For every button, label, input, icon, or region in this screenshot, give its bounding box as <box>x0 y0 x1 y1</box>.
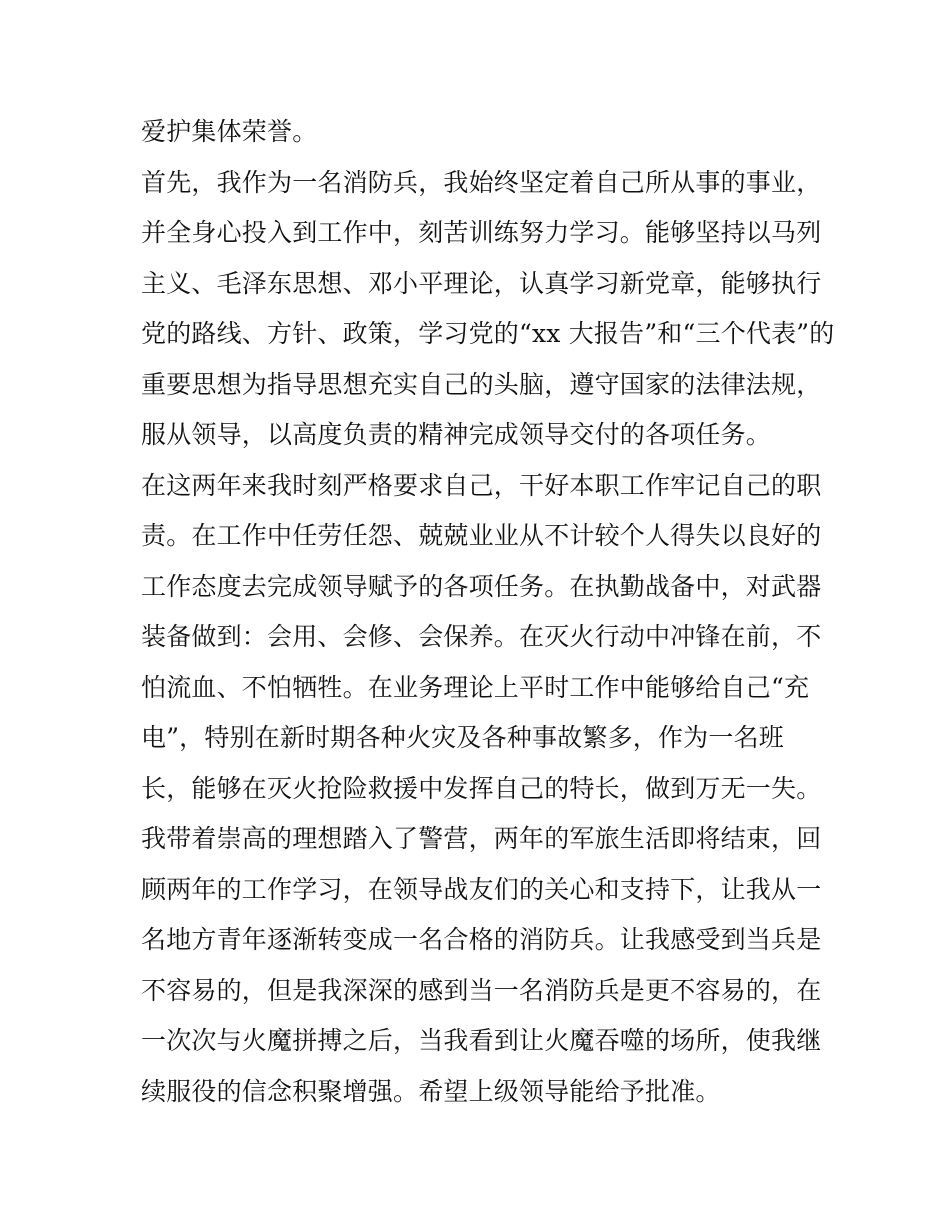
text-line: 不容易的，但是我深深的感到当一名消防兵是更不容易的，在 <box>141 975 822 1005</box>
text-line: 工作态度去完成领导赋予的各项任务。在执勤战备中，对武器 <box>141 571 822 601</box>
text-line: 主义、毛泽东思想、邓小平理论，认真学习新党章，能够执行 <box>141 268 822 298</box>
text-line: 在这两年来我时刻严格要求自己，干好本职工作牢记自己的职 <box>141 470 822 500</box>
text-line: 服从领导，以高度负责的精神完成领导交付的各项任务。 <box>141 420 772 449</box>
text-line: 长，能够在灭火抢险救援中发挥自己的特长，做到万无一失。 <box>141 773 822 803</box>
text-line: 装备做到：会用、会修、会保养。在灭火行动中冲锋在前，不 <box>141 622 822 651</box>
text-line: 怕流血、不怕牺牲。在业务理论上平时工作中能够给自己“充 <box>141 672 810 702</box>
text-line: 爱护集体荣誉。 <box>141 117 318 146</box>
text-line: 党的路线、方针、政策，学习党的“xx 大报告”和“三个代表”的 <box>141 319 835 348</box>
text-line: 续服役的信念积聚增强。希望上级领导能给予批准。 <box>141 1076 721 1106</box>
text-line: 一次次与火魔拼搏之后，当我看到让火魔吞噬的场所，使我继 <box>141 1026 822 1055</box>
text-line: 顾两年的工作学习，在领导战友们的关心和支持下，让我从一 <box>141 874 822 904</box>
document-body <box>141 107 835 1117</box>
text-line: 电”，特别在新时期各种火灾及各种事故繁多，作为一名班 <box>141 723 784 752</box>
text-line: 我带着崇高的理想踏入了警营，两年的军旅生活即将结束，回 <box>141 824 822 853</box>
text-line: 责。在工作中任劳任怨、兢兢业业从不计较个人得失以良好的 <box>141 521 822 550</box>
text-line: 重要思想为指导思想充实自己的头脑，遵守国家的法律法规， <box>141 369 822 399</box>
text-line: 名地方青年逐渐转变成一名合格的消防兵。让我感受到当兵是 <box>141 925 822 954</box>
text-line: 并全身心投入到工作中，刻苦训练努力学习。能够坚持以马列 <box>141 218 822 247</box>
text-line: 首先，我作为一名消防兵，我始终坚定着自己所从事的事业， <box>141 167 822 197</box>
